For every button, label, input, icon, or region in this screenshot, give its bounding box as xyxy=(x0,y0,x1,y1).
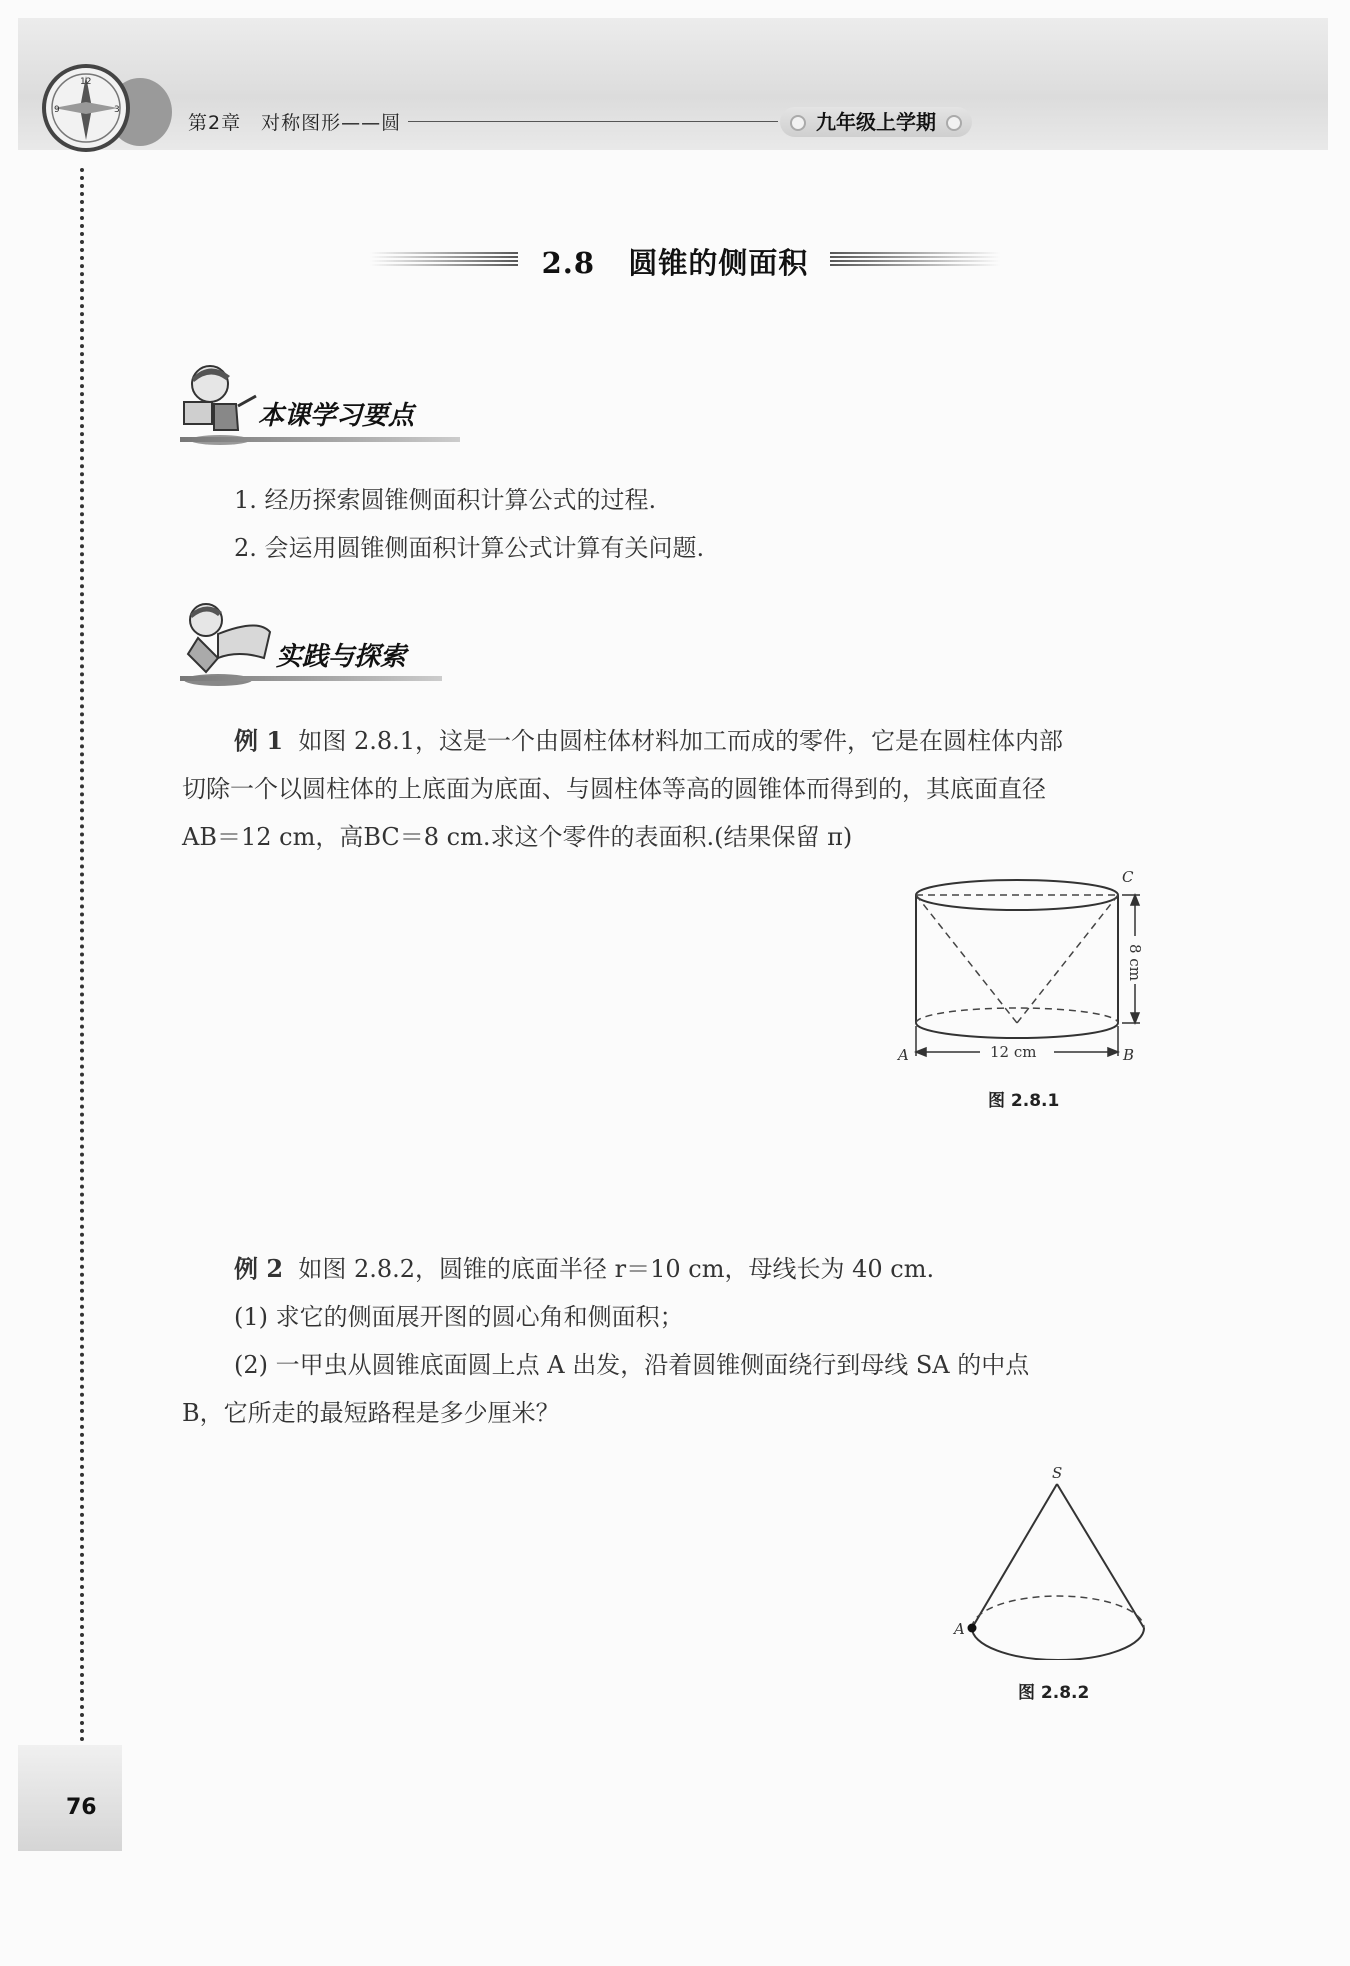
key-point-item: 2. 会运用圆锥侧面积计算公式计算有关问题. xyxy=(234,534,705,562)
point-b-label: B xyxy=(1123,1046,1135,1064)
svg-text:3: 3 xyxy=(114,105,120,115)
compass-logo-icon xyxy=(40,62,180,154)
point-a-label: A xyxy=(898,1046,909,1064)
key-points-underline xyxy=(180,437,460,442)
example-1-text xyxy=(182,717,1177,861)
cone-left-edge xyxy=(916,895,1017,1023)
point-a-label: A xyxy=(954,1620,965,1638)
cone-base-front xyxy=(972,1628,1144,1660)
point-a-dot xyxy=(968,1624,977,1633)
practice-underline xyxy=(180,676,442,681)
cone-left-generatrix xyxy=(972,1484,1057,1628)
example-2-text xyxy=(182,1245,1177,1437)
page-number: 76 xyxy=(66,1795,97,1820)
example-2-question-2-line-1: (2) 一甲虫从圆锥底面圆上点 A 出发，沿着圆锥侧面绕行到母线 SA 的中点 xyxy=(234,1351,1030,1379)
svg-text:12: 12 xyxy=(80,77,92,87)
section-name: 圆锥的侧面积 xyxy=(628,246,809,280)
example-1-line-2: 切除一个以圆柱体的上底面为底面、与圆柱体等高的圆锥体而得到的，其底面直径 xyxy=(182,775,1046,803)
height-dimension-label: 8 cm xyxy=(1126,944,1144,981)
cone-right-generatrix xyxy=(1057,1484,1144,1628)
figure-2-8-2 xyxy=(950,1460,1150,1660)
width-dimension-label: 12 cm xyxy=(990,1043,1037,1061)
key-point-item: 1. 经历探索圆锥侧面积计算公式的过程. xyxy=(234,486,657,514)
cylinder-bottom-front xyxy=(916,1023,1118,1038)
example-2-line-1: 如图 2.8.2，圆锥的底面半径 r＝10 cm，母线长为 40 cm. xyxy=(298,1255,935,1283)
example-1-line-1: 如图 2.8.1，这是一个由圆柱体材料加工而成的零件，它是在圆柱体内部 xyxy=(298,727,1064,755)
practice-banner: 实践与探索 xyxy=(276,642,407,672)
key-points-list xyxy=(182,476,1177,572)
chapter-heading: 第2章 对称图形——圆 xyxy=(188,112,402,134)
example-1-label: 例 1 xyxy=(234,726,284,755)
cone-base-back xyxy=(972,1596,1144,1628)
figure-2-8-1-caption: 图 2.8.1 xyxy=(988,1091,1060,1111)
student-reading-icon xyxy=(180,360,270,448)
figure-2-8-1 xyxy=(890,866,1150,1066)
header-divider xyxy=(408,121,778,122)
dotted-margin-line xyxy=(80,168,84,1743)
cylinder-bottom-back xyxy=(916,1008,1118,1023)
apex-s-label: S xyxy=(1052,1464,1063,1482)
point-c-label: C xyxy=(1122,868,1134,886)
section-title xyxy=(0,241,1350,282)
example-2-label: 例 2 xyxy=(234,1254,284,1283)
svg-text:9: 9 xyxy=(54,105,60,115)
figure-2-8-2-caption: 图 2.8.2 xyxy=(1018,1683,1090,1703)
example-2-question-2-line-2: B，它所走的最短路程是多少厘米？ xyxy=(182,1399,560,1427)
example-2-question-1: (1) 求它的侧面展开图的圆心角和侧面积； xyxy=(234,1303,684,1331)
cone-right-edge xyxy=(1017,895,1118,1023)
key-points-banner: 本课学习要点 xyxy=(258,401,415,431)
example-1-line-3: AB＝12 cm，高BC＝8 cm.求这个零件的表面积.(结果保留 π) xyxy=(182,823,853,851)
grade-badge: 九年级上学期 xyxy=(780,107,972,137)
section-number: 2.8 xyxy=(541,246,596,280)
